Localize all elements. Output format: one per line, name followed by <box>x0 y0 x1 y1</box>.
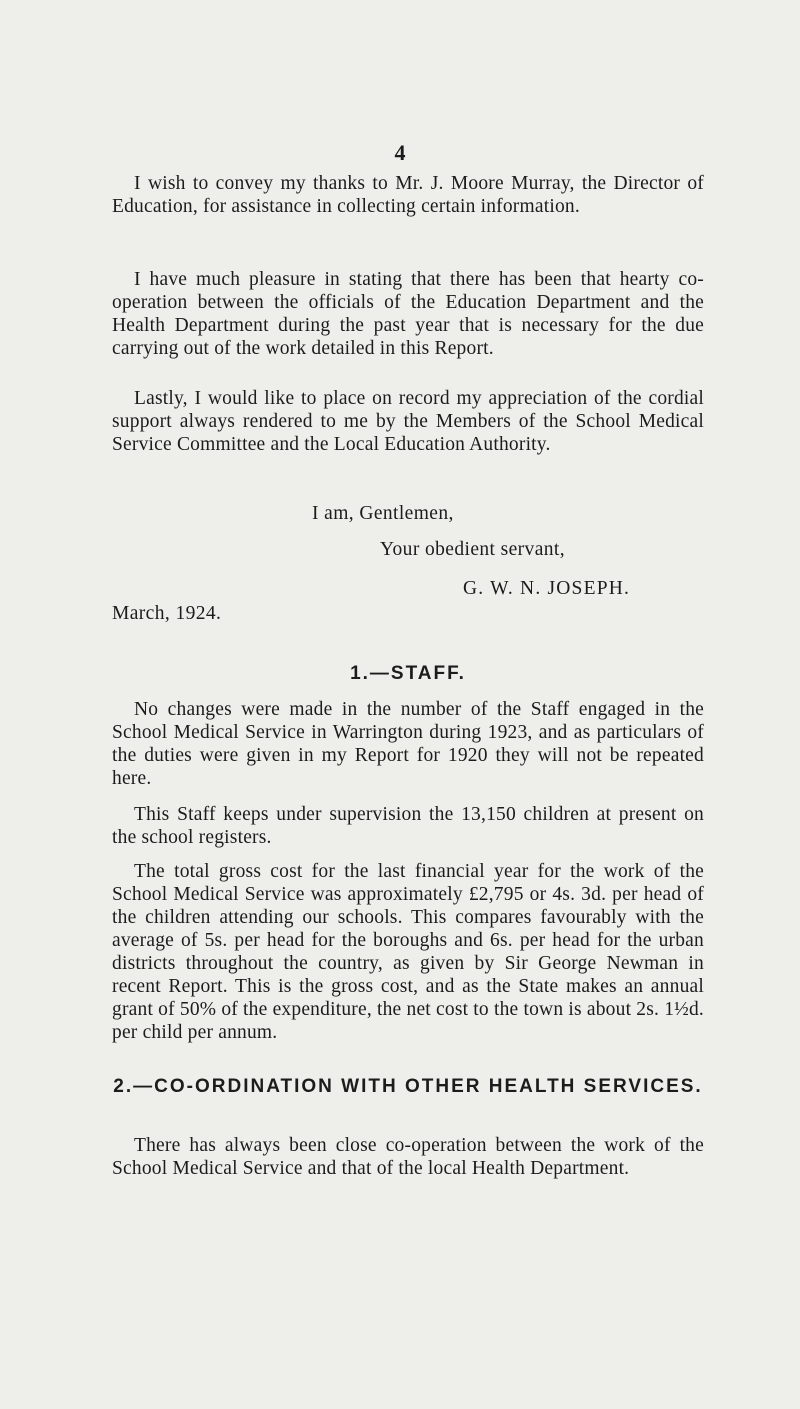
staff-paragraph-1: No changes were made in the number of the Staff engaged in the School Medical Service in Warrington during 1923, and as particulars of the duties were given in my Report for 1920 they will not be repeated here. <box>112 699 704 789</box>
signature: G. W. N. JOSEPH. <box>463 578 631 599</box>
staff-paragraph-3: The total gross cost for the last financial year for the work of the School Medical Service was approximately £2,795 or 4s. 3d. per head of the children attending our schools. This compares favourably with the average of 5s. per head for the boroughs and 6s. per head for the urban districts throughout the country, as given by Sir George Newman in recent Report. This is the gross cost, and as the State makes an annual grant of 50% of the expenditure, the net cost to the town is about 2s. 1½d. per child per annum. <box>112 861 704 1043</box>
page-number: 4 <box>394 140 406 165</box>
coordination-heading: 2.—CO-ORDINATION WITH OTHER HEALTH SERVICES. <box>113 1076 703 1097</box>
staff-heading: 1.—STAFF. <box>350 663 466 684</box>
staff-paragraph-2: This Staff keeps under supervision the 13,150 children at present on the school registers. <box>112 804 704 848</box>
salutation: I am, Gentlemen, <box>312 503 454 524</box>
thanks-paragraph: I wish to convey my thanks to Mr. J. Moore Murray, the Director of Education, for assistance in collecting certain information. <box>112 173 704 217</box>
valediction: Your obedient servant, <box>380 539 566 560</box>
coordination-paragraph: There has always been close co-operation between the work of the School Medical Service and that of the local Health Department. <box>112 1135 704 1179</box>
appreciation-paragraph: Lastly, I would like to place on record my appreciation of the cordial support always rendered to me by the Members of the School Medical Service Committee and the Local Education Authority. <box>112 388 704 455</box>
cooperation-paragraph: I have much pleasure in stating that there has been that hearty co-operation between the officials of the Education Department and the Health Department during the past year that is necessary for the due carrying out of the work detailed in this Report. <box>112 269 704 359</box>
letter-date: March, 1924. <box>112 603 222 624</box>
